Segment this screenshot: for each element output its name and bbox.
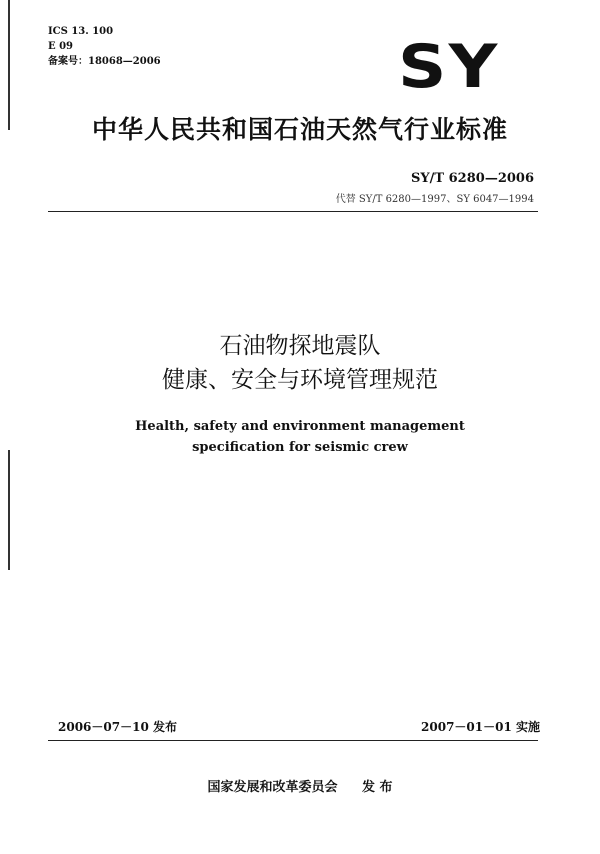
ccs-code: E 09: [48, 41, 74, 52]
title-cn-line-2: 健康、安全与环境管理规范: [162, 367, 438, 393]
implementation-date: 2007－01－01 实施: [421, 720, 540, 734]
sy-logo: SY: [398, 32, 500, 102]
standard-category-title: 中华人民共和国石油天然气行业标准: [91, 115, 508, 144]
publisher-name: 国家发展和改革委员会: [207, 780, 338, 795]
replaces-note: 代替 SY/T 6280—1997、SY 6047—1994: [335, 194, 534, 205]
ics-code: ICS 13. 100: [48, 26, 114, 37]
issue-date: 2006－07－10 发布: [58, 720, 177, 734]
scan-edge-mark: [8, 450, 10, 570]
publisher-line: [0, 776, 600, 795]
footer-divider: [48, 740, 538, 741]
record-number: 备案号：18068—2006: [48, 56, 161, 67]
title-en-line-2: specification for seismic crew: [192, 440, 408, 455]
title-cn-line-1: 石油物探地震队: [219, 333, 381, 359]
publish-label: 发 布: [362, 780, 393, 795]
header-divider: [48, 211, 538, 212]
scan-edge-mark: [8, 0, 10, 130]
title-en-line-1: Health, safety and environment management: [135, 419, 465, 434]
standard-number: SY/T 6280—2006: [411, 171, 534, 186]
